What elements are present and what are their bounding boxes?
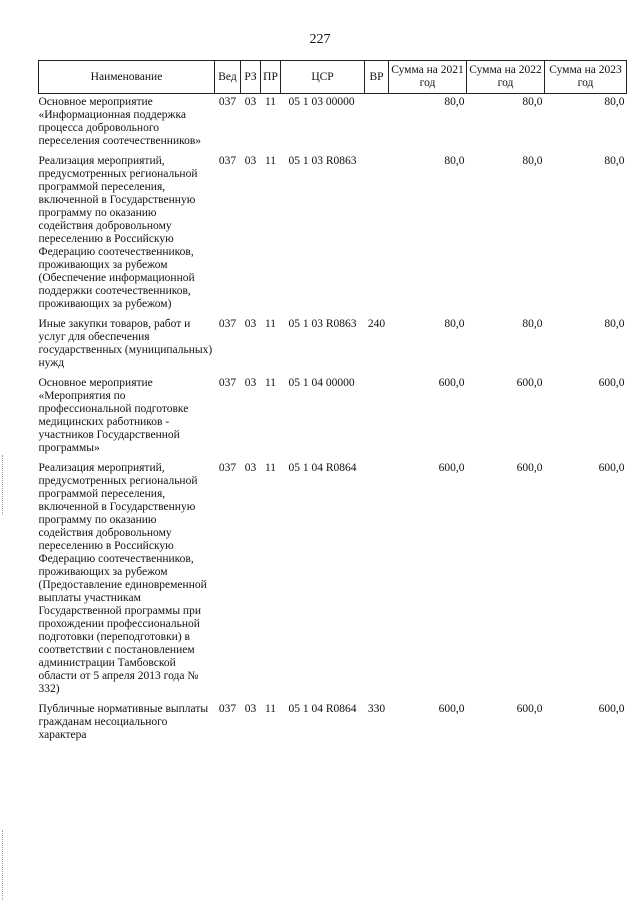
cell-pr: 11 <box>264 155 277 167</box>
header-ved: Вед <box>215 61 241 94</box>
header-pr: ПР <box>261 61 281 94</box>
cell-pr: 11 <box>264 96 277 108</box>
cell-sum-2023: 600,0 <box>598 703 625 715</box>
cell-rz: 03 <box>244 96 257 108</box>
cell-sum-2023: 80,0 <box>604 318 625 330</box>
table-row <box>39 375 627 460</box>
header-sum-2022: Сумма на 2022 год <box>467 61 545 94</box>
cell-rz: 03 <box>244 155 257 167</box>
cell-sum-2021: 600,0 <box>438 462 465 474</box>
cell-sum-2021: 80,0 <box>444 155 465 167</box>
header-sum-2023: Сумма на 2023 год <box>545 61 627 94</box>
cell-rz: 03 <box>244 703 257 715</box>
cell-sum-2021: 600,0 <box>438 377 465 389</box>
cell-csr: 05 1 03 00000 <box>288 96 355 108</box>
cell-vr: 330 <box>367 703 386 715</box>
table-row <box>39 94 627 154</box>
scan-margin-mark <box>2 830 5 900</box>
cell-sum-2023: 80,0 <box>604 155 625 167</box>
cell-sum-2022: 600,0 <box>516 462 543 474</box>
table-row <box>39 153 627 316</box>
header-sum-2021: Сумма на 2021 год <box>389 61 467 94</box>
cell-sum-2022: 80,0 <box>522 318 543 330</box>
page-number: 227 <box>309 32 331 47</box>
cell-sum-2022: 80,0 <box>522 96 543 108</box>
cell-ved: 037 <box>218 96 237 108</box>
cell-vr <box>365 375 389 460</box>
cell-name: Основное мероприятие «Информационная поддержка процесса добровольного переселения соотечественников» <box>38 96 202 147</box>
cell-vr: 240 <box>367 318 386 330</box>
cell-pr: 11 <box>264 462 277 474</box>
cell-pr: 11 <box>264 318 277 330</box>
cell-sum-2023: 600,0 <box>598 462 625 474</box>
cell-vr <box>365 460 389 701</box>
cell-csr: 05 1 03 R0863 <box>288 155 357 167</box>
cell-ved: 037 <box>218 462 237 474</box>
cell-name: Публичные нормативные выплаты гражданам несоциального характера <box>38 703 209 741</box>
cell-rz: 03 <box>244 377 257 389</box>
cell-sum-2023: 600,0 <box>598 377 625 389</box>
table-row <box>39 701 627 747</box>
cell-ved: 037 <box>218 155 237 167</box>
cell-name: Реализация мероприятий, предусмотренных региональной программой переселения, включенной в Государственную программу по оказанию содействия добровольному переселению в Российскую Федерацию соотечественников, проживающих за рубежом (Предоставление единовременной выплаты участникам Государственной программы при прохождении профессиональной подготовки (переподготовки) в соответствии с постановлением администрации Тамбовской области от 5 апреля 2013 года № 332) <box>38 462 207 695</box>
budget-table <box>38 60 627 747</box>
cell-sum-2021: 80,0 <box>444 318 465 330</box>
cell-csr: 05 1 03 R0863 <box>288 318 357 330</box>
cell-pr: 11 <box>264 703 277 715</box>
cell-sum-2021: 600,0 <box>438 703 465 715</box>
header-name: Наименование <box>39 61 215 94</box>
cell-csr: 05 1 04 R0864 <box>288 703 357 715</box>
cell-ved: 037 <box>218 377 237 389</box>
cell-name: Иные закупки товаров, работ и услуг для обеспечения государственных (муниципальных) нужд <box>38 318 213 369</box>
cell-pr: 11 <box>264 377 277 389</box>
cell-sum-2022: 600,0 <box>516 377 543 389</box>
cell-rz: 03 <box>244 462 257 474</box>
table-row <box>39 316 627 375</box>
cell-name: Основное мероприятие «Мероприятия по профессиональной подготовке медицинских работников - участников Государственной программы» <box>38 377 189 454</box>
header-rz: РЗ <box>241 61 261 94</box>
cell-name: Реализация мероприятий, предусмотренных региональной программой переселения, включенной в Государственную программу по оказанию содействия добровольному переселению в Российскую Федерацию соотечественников, проживающих за рубежом (Обеспечение информационной поддержки соотечественников, проживающих за рубежом) <box>38 155 198 310</box>
cell-sum-2023: 80,0 <box>604 96 625 108</box>
cell-ved: 037 <box>218 318 237 330</box>
table-row <box>39 460 627 701</box>
cell-csr: 05 1 04 00000 <box>288 377 355 389</box>
cell-vr <box>365 153 389 316</box>
cell-sum-2021: 80,0 <box>444 96 465 108</box>
table-header <box>39 61 627 94</box>
header-vr: ВР <box>365 61 389 94</box>
scan-margin-mark <box>2 455 5 515</box>
cell-ved: 037 <box>218 703 237 715</box>
cell-vr <box>365 94 389 154</box>
header-csr: ЦСР <box>281 61 365 94</box>
table-body <box>39 94 627 748</box>
cell-sum-2022: 80,0 <box>522 155 543 167</box>
cell-rz: 03 <box>244 318 257 330</box>
cell-csr: 05 1 04 R0864 <box>288 462 357 474</box>
cell-sum-2022: 600,0 <box>516 703 543 715</box>
